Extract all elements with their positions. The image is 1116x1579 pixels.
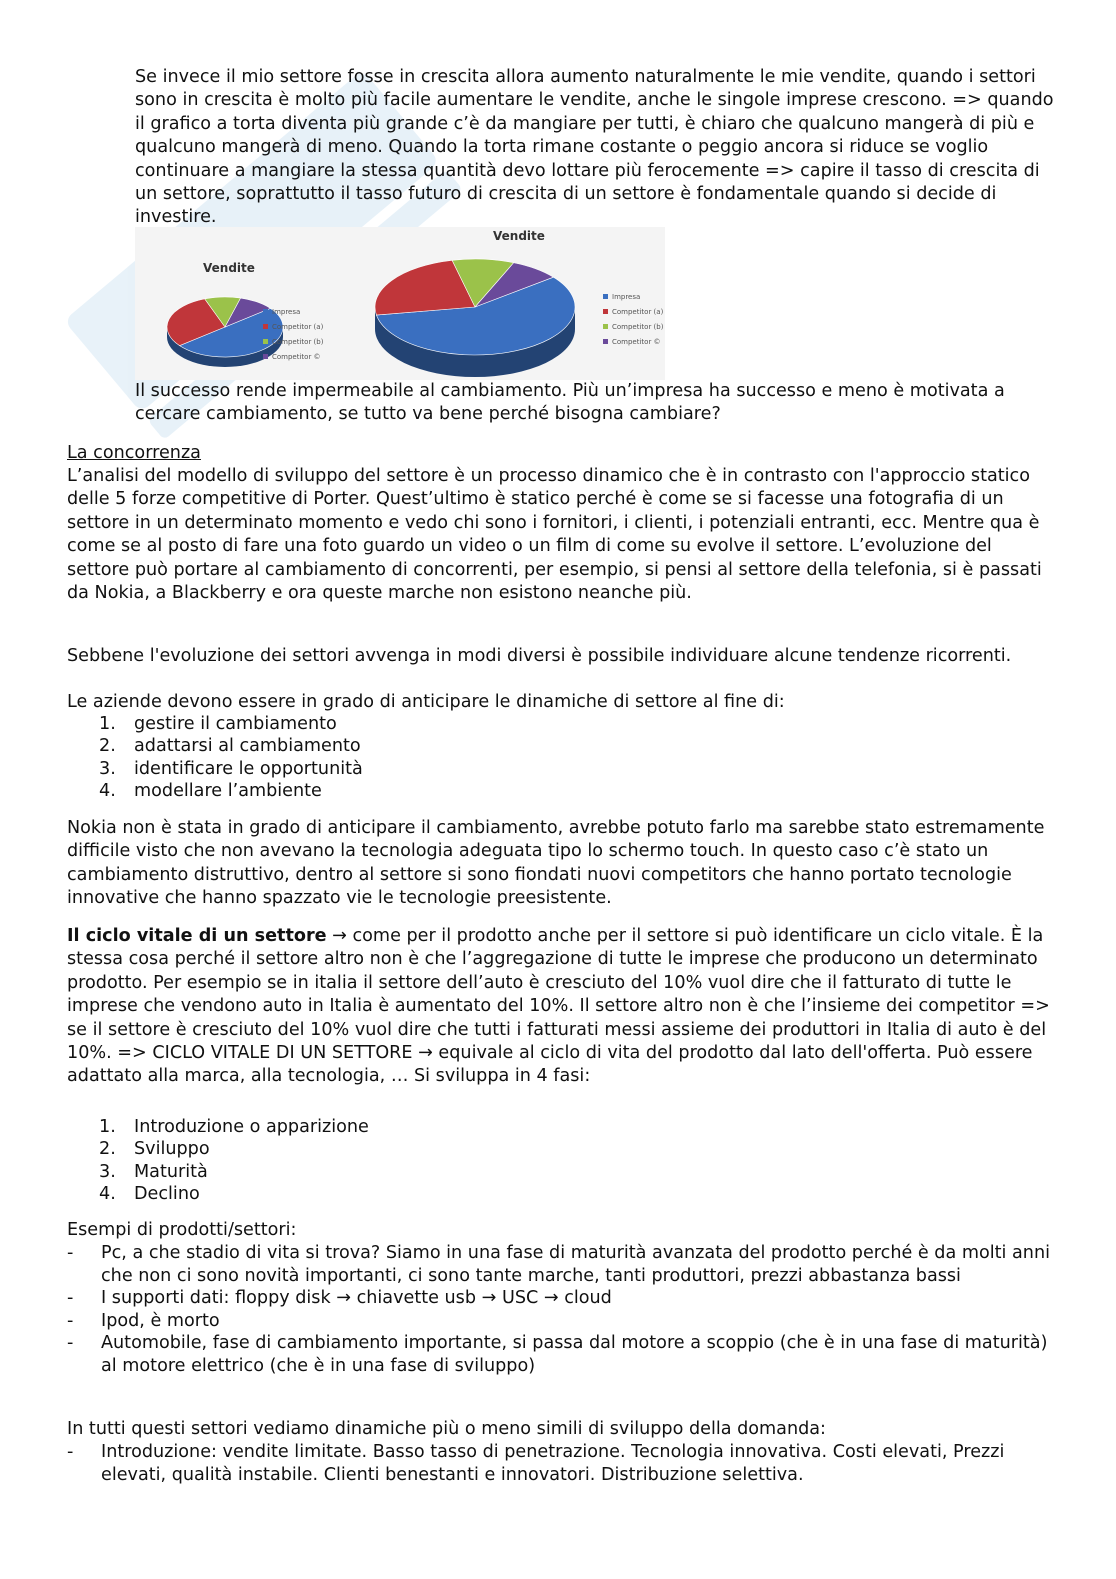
legend-swatch (603, 339, 608, 344)
legend-label: Competitor (b) (612, 323, 664, 331)
legend-label: Competitor (b) (272, 338, 324, 346)
list-item: - Automobile, fase di cambiamento importante, si passa dal motore a scoppio (che è in una fase di maturità) al motore elettrico (che è in una fase di sviluppo) (67, 1333, 1048, 1376)
legend-swatch (263, 339, 268, 344)
legend-label: Competitor (a) (612, 308, 664, 316)
list-item: 3. Maturità (99, 1161, 208, 1182)
legend-swatch (263, 324, 268, 329)
legend-swatch (603, 294, 608, 299)
list-item: 1. gestire il cambiamento (99, 714, 337, 734)
legend-label: Impresa (612, 293, 641, 301)
list-item: 2. Sviluppo (99, 1139, 210, 1160)
chart-title: Vendite (203, 261, 255, 275)
list-item: 4. Declino (99, 1184, 200, 1205)
list-item: - Introduzione: vendite limitate. Basso tasso di penetrazione. Tecnologia innovativa. Costi elevati, Prezzi elevati, qualità instabile. Clienti benestanti e innovatori. Distribuzione selettiva. (67, 1442, 1005, 1485)
legend-swatch (263, 309, 268, 314)
legend-label: Competitor © (272, 353, 321, 361)
legend-label: Competitor © (612, 338, 661, 346)
list-item: - Ipod, è morto (67, 1310, 220, 1331)
paragraph-ciclo-vitale (67, 925, 1057, 1089)
list-obiettivi (67, 713, 1057, 803)
paragraph-nokia: Nokia non è stata in grado di anticipare il cambiamento, avrebbe potuto farlo ma sarebbe stato estremamente difficile visto che non avevano la tecnologia adeguata tipo lo schermo touch. In questo caso c’è stato un cambiamento distruttivo, dentro al settore si sono fiondati nuovi competitors che hanno portato tecnologie innovative che hanno spazzato vie le tecnologie preesistente. (67, 818, 1045, 909)
paragraph-evoluzione: Sebbene l'evoluzione dei settori avvenga in modi diversi è possibile individuare alcune tendenze ricorrenti. (67, 646, 1012, 666)
legend-label: Impresa (272, 308, 301, 316)
list-item: - Pc, a che stadio di vita si trova? Siamo in una fase di maturità avanzata del prodotto perché è da molti anni che non ci sono novità importanti, ci sono tante marche, tanti produttori, prezzi abbastanza bassi (67, 1243, 1050, 1286)
paragraph-analisi: L’analisi del modello di sviluppo del settore è un processo dinamico che è in contrasto con l'approccio statico delle 5 forze competitive di Porter. Quest’ultimo è statico perché è come se si facesse una fotografia di un settore in un determinato momento e vedo chi sono i fornitori, i clienti, i potenziali entranti, ecc. Mentre qua è come se al posto di fare una foto guardo un video o un film di come su evolve il settore. L’evoluzione del settore può portare al cambiamento di concorrenti, per esempio, si pensi al settore della telefonia, si è passati da Nokia, a Blackberry e ora queste marche non esistono neanche più. (67, 466, 1042, 604)
heading-concorrenza: La concorrenza (67, 443, 201, 463)
legend-swatch (263, 354, 268, 359)
list-esempi (67, 1242, 1057, 1378)
legend-swatch (603, 324, 608, 329)
list-fasi-domanda (67, 1441, 1057, 1486)
list-item: 4. modellare l’ambiente (99, 781, 322, 802)
paragraph-successo: Il successo rende impermeabile al cambiamento. Più un’impresa ha successo e meno è motivata a cercare cambiamento, se tutto va bene perché bisogna cambiare? (135, 381, 1005, 425)
pie-charts-image (135, 227, 665, 380)
paragraph-crescita: Se invece il mio settore fosse in crescita allora aumento naturalmente le mie vendite, quando i settori sono in crescita è molto più facile aumentare le vendite, anche le singole imprese crescono. => quando il grafico a torta diventa più grande c’è da mangiare per tutti, è chiaro che qualcuno mangerà di più e qualcuno mangerà di meno. Quando la torta rimane costante o peggio ancora si riduce se voglio continuare a mangiare la stessa quantità devo lottare più ferocemente => capire il tasso di crescita di un settore, soprattutto il tasso futuro di crescita di un settore è fondamentale quando si decide di investire. (135, 67, 1054, 228)
list-item: 1. Introduzione o apparizione (99, 1117, 369, 1137)
paragraph-dinamiche: In tutti questi settori vediamo dinamiche più o meno simili di sviluppo della domanda: (67, 1419, 826, 1439)
list-item: 2. adattarsi al cambiamento (99, 736, 361, 757)
legend-label: Competitor (a) (272, 323, 324, 331)
list-fasi (67, 1116, 1057, 1206)
ciclo-text: → come per il prodotto anche per il settore si può identificare un ciclo vitale. È la stessa cosa perché il settore altro non è che l’aggregazione di tutte le imprese che producono un determinato prodotto. Per esempio se in italia il settore dell’auto è cresciuto del 10% vuol dire che il fatturato di tutte le imprese che vendono auto in Italia è aumentato del 10%. Il settore altro non è che l’insieme dei competitor => se il settore è cresciuto del 10% vuol dire che tutti i fatturati messi assieme dei produttori in Italia di auto è del 10%. => CICLO VITALE DI UN SETTORE → equivale al ciclo di vita del prodotto dal lato dell'offerta. Può essere adattato alla marca, alla tecnologia, … Si sviluppa in 4 fasi: (67, 926, 1050, 1087)
list-item: - I supporti dati: floppy disk → chiavette usb → USC → cloud (67, 1288, 612, 1309)
chart-title: Vendite (493, 229, 545, 243)
legend-swatch (603, 309, 608, 314)
pie-charts-svg (135, 227, 665, 380)
list-item: 3. identificare le opportunità (99, 758, 363, 779)
paragraph-aziende: Le aziende devono essere in grado di anticipare le dinamiche di settore al fine di: (67, 692, 785, 712)
paragraph-esempi: Esempi di prodotti/settori: (67, 1220, 297, 1240)
ciclo-title: Il ciclo vitale di un settore (67, 926, 327, 946)
